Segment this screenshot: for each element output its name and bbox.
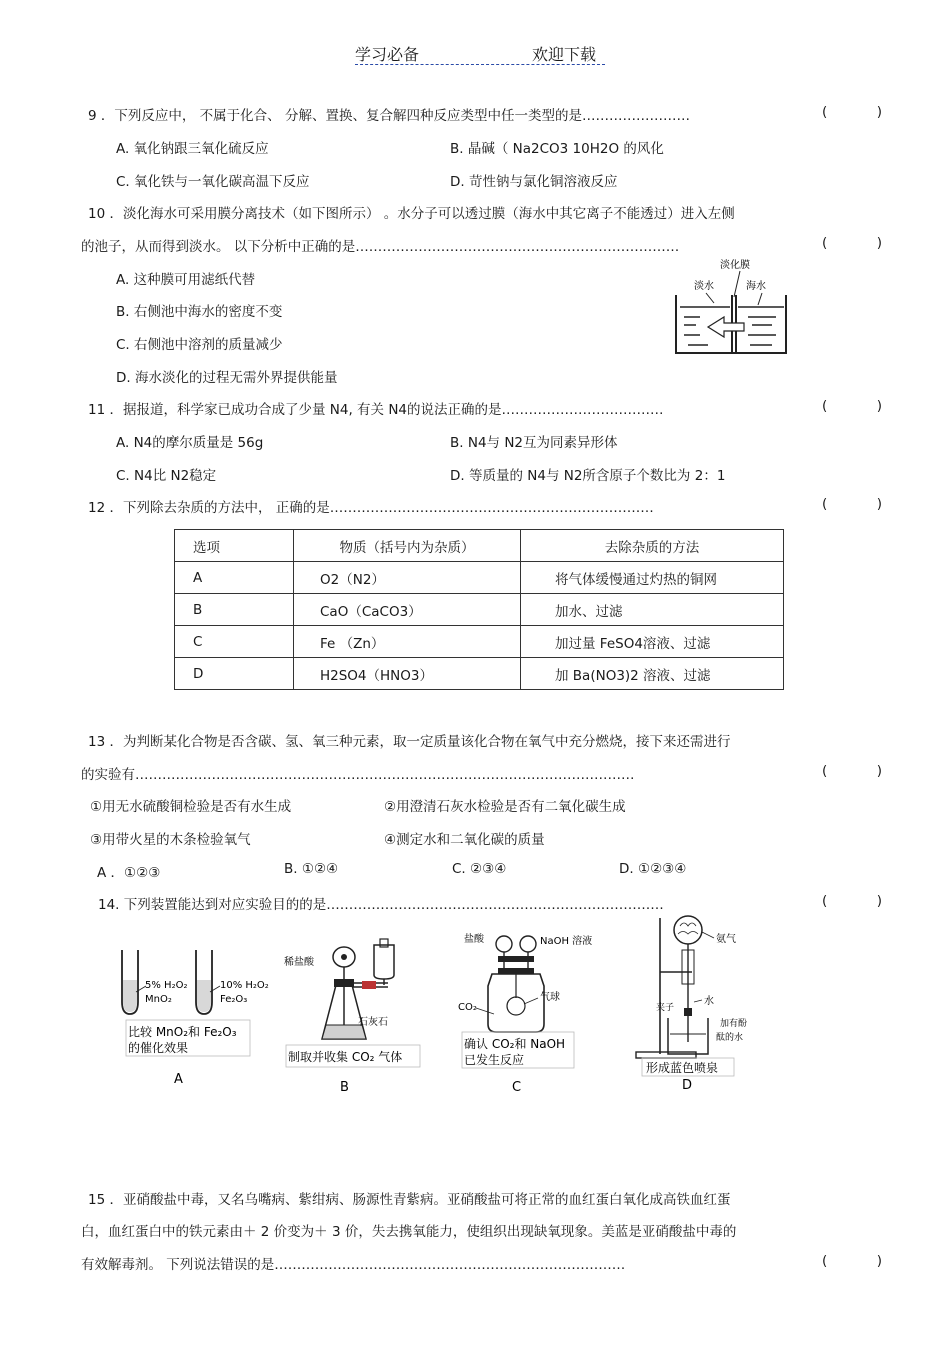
fig-b-caption: 制取并收集 CO₂ 气体 — [288, 1050, 403, 1064]
table-cell: H2SO4（HNO3） — [294, 658, 521, 690]
q15-line3: 有效解毒剂。 下列说法错误的是…………………………………………………………………… — [81, 1257, 626, 1273]
q14-answer-paren: ( ) — [822, 893, 882, 909]
fig-c-label-2: NaOH 溶液 — [540, 936, 593, 947]
fig-b-label-2: 石灰石 — [358, 1017, 388, 1028]
fig-a-caption-1: 比较 MnO₂和 Fe₂O₃ — [128, 1025, 237, 1039]
fig-d-label-1: 氨气 — [716, 934, 736, 945]
q13-option-a: A ．①②③ — [97, 865, 161, 881]
fig-b-letter: B — [340, 1080, 349, 1095]
q9-option-d: D. 苛性钠与氯化铜溶液反应 — [450, 174, 618, 190]
q9-option-a: A. 氧化钠跟三氧化硫反应 — [116, 141, 269, 157]
fig-c-label-3: CO₂ — [458, 1002, 477, 1013]
membrane-diagram — [668, 255, 792, 359]
figure-b-co2-apparatus — [280, 935, 430, 1095]
fig-a-label-4: Fe₂O₃ — [220, 994, 248, 1005]
q11-answer-paren: ( ) — [822, 398, 882, 414]
table-cell: 加水、过滤 — [521, 594, 784, 626]
q13-item-3: ③用带火星的木条检验氧气 — [90, 832, 251, 848]
q10-option-c: C. 右侧池中溶剂的质量减少 — [116, 337, 283, 353]
q11-option-d: D. 等质量的 N4与 N2所含原子个数比为 2：1 — [450, 468, 726, 484]
fig-a-label-1: 5% H₂O₂ — [145, 980, 188, 991]
table-cell: D — [175, 658, 294, 690]
q13-stem-line1: 13 ．为判断某化合物是否含碳、氢、氧三种元素，取一定质量该化合物在氧气中充分燃烧，接下来还需进行 — [88, 734, 731, 750]
q11-option-a: A. N4的摩尔质量是 56g — [116, 435, 264, 451]
q12-answer-paren: ( ) — [822, 496, 882, 512]
table-cell: 加 Ba(NO3)2 溶液、过滤 — [521, 658, 784, 690]
q13-item-4: ④测定水和二氧化碳的质量 — [384, 832, 545, 848]
q12-stem: 12 ．下列除去杂质的方法中， 正确的是……………………………………………………………… — [88, 500, 654, 516]
q15-line2: 白，血红蛋白中的铁元素由＋ 2 价变为＋ 3 价，失去携氧能力，使组织出现缺氧现象。美蓝是亚硝酸盐中毒的 — [81, 1224, 737, 1240]
header-right: 欢迎下载 — [532, 45, 597, 64]
q13-item-2: ②用澄清石灰水检验是否有二氧化碳生成 — [384, 799, 626, 815]
q10-answer-paren: ( ) — [822, 235, 882, 251]
fig-d-caption: 形成蓝色喷泉 — [646, 1061, 719, 1075]
fig-c-label-1: 盐酸 — [464, 934, 484, 945]
q10-option-a: A. 这种膜可用滤纸代替 — [116, 272, 256, 288]
q13-answer-paren: ( ) — [822, 763, 882, 779]
fig-d-letter: D — [682, 1078, 693, 1092]
table-cell: A — [175, 562, 294, 594]
table-header-cell: 去除杂质的方法 — [521, 530, 784, 562]
table-cell: 将气体缓慢通过灼热的铜网 — [521, 562, 784, 594]
sea-water-label: 海水 — [746, 281, 766, 292]
figure-a-test-tubes — [118, 940, 278, 1090]
table-header-row — [175, 530, 784, 562]
table-row — [175, 626, 784, 658]
header-left: 学习必备 — [355, 45, 420, 64]
table-cell: B — [175, 594, 294, 626]
q15-line1: 15 ．亚硝酸盐中毒，又名乌嘴病、紫绀病、肠源性青紫病。亚硝酸盐可将正常的血红蛋白氧化成高铁血红蛋 — [88, 1192, 731, 1208]
table-cell: O2（N2） — [294, 562, 521, 594]
q10-option-d: D. 海水淡化的过程无需外界提供能量 — [116, 370, 338, 386]
table-cell: C — [175, 626, 294, 658]
q10-stem-line1: 10 ．淡化海水可采用膜分离技术（如下图所示） 。水分子可以透过膜（海水中其它离子不能透过）进入左侧 — [88, 206, 735, 222]
table-cell: CaO（CaCO3） — [294, 594, 521, 626]
q9-option-c: C. 氧化铁与一氧化碳高温下反应 — [116, 174, 310, 190]
membrane-label: 淡化膜 — [720, 260, 750, 271]
q13-option-c: C. ②③④ — [452, 861, 507, 877]
q13-stem-line2: 的实验有………………………………………………………………………………………………… — [81, 767, 635, 783]
figure-d-fountain — [626, 912, 786, 1092]
q11-option-b: B. N4与 N2互为同素异形体 — [450, 435, 618, 451]
q9-answer-paren: ( ) — [822, 104, 882, 120]
table-header-cell: 选项 — [175, 530, 294, 562]
q9-stem: 9 ．下列反应中， 不属于化合、 分解、置换、复合解四种反应类型中任一类型的是…………………… — [88, 108, 690, 124]
fig-a-label-2: MnO₂ — [145, 994, 172, 1005]
q15-answer-paren: ( ) — [822, 1253, 882, 1269]
table-row — [175, 594, 784, 626]
table-cell: Fe （Zn） — [294, 626, 521, 658]
q13-item-1: ①用无水硫酸铜检验是否有水生成 — [90, 799, 292, 815]
q10-stem-line2: 的池子，从而得到淡水。 以下分析中正确的是……………………………………………………………… — [81, 239, 680, 255]
fig-a-letter: A — [174, 1072, 183, 1087]
q11-option-c: C. N4比 N2稳定 — [116, 468, 217, 484]
fig-d-label-2: 夹子 — [656, 1003, 675, 1013]
fig-b-label-1: 稀盐酸 — [284, 957, 314, 968]
q12-table — [174, 529, 784, 690]
fig-a-caption-2: 的催化效果 — [128, 1041, 189, 1055]
q13-option-d: D. ①②③④ — [619, 861, 687, 877]
fig-c-caption-2: 已发生反应 — [464, 1053, 525, 1067]
fig-c-letter: C — [512, 1080, 522, 1093]
fig-c-caption-1: 确认 CO₂和 NaOH — [464, 1037, 566, 1051]
q13-option-b: B. ①②④ — [284, 861, 339, 877]
fig-d-label-4: 加有酚 — [720, 1019, 748, 1029]
q9-option-b: B. 晶碱（ Na2CO3 10H2O 的风化 — [450, 141, 664, 157]
table-row — [175, 658, 784, 690]
header-rule — [355, 64, 605, 65]
fig-a-label-3: 10% H₂O₂ — [220, 980, 269, 991]
q11-stem: 11 ．据报道，科学家已成功合成了少量 N4, 有关 N4的说法正确的是……………………………… — [88, 402, 664, 418]
table-cell: 加过量 FeSO4溶液、过滤 — [521, 626, 784, 658]
figure-c-balloon-bottle — [452, 928, 612, 1093]
table-row — [175, 562, 784, 594]
fig-c-label-4: 气球 — [540, 992, 560, 1003]
q10-option-b: B. 右侧池中海水的密度不变 — [116, 304, 283, 320]
fig-d-label-5: 酞的水 — [716, 1033, 744, 1043]
fig-d-label-3: 水 — [704, 996, 714, 1007]
table-header-cell: 物质（括号内为杂质） — [294, 530, 521, 562]
q14-stem: 14. 下列装置能达到对应实验目的的是………………………………………………………………… — [98, 897, 664, 913]
fresh-water-label: 淡水 — [694, 281, 714, 292]
